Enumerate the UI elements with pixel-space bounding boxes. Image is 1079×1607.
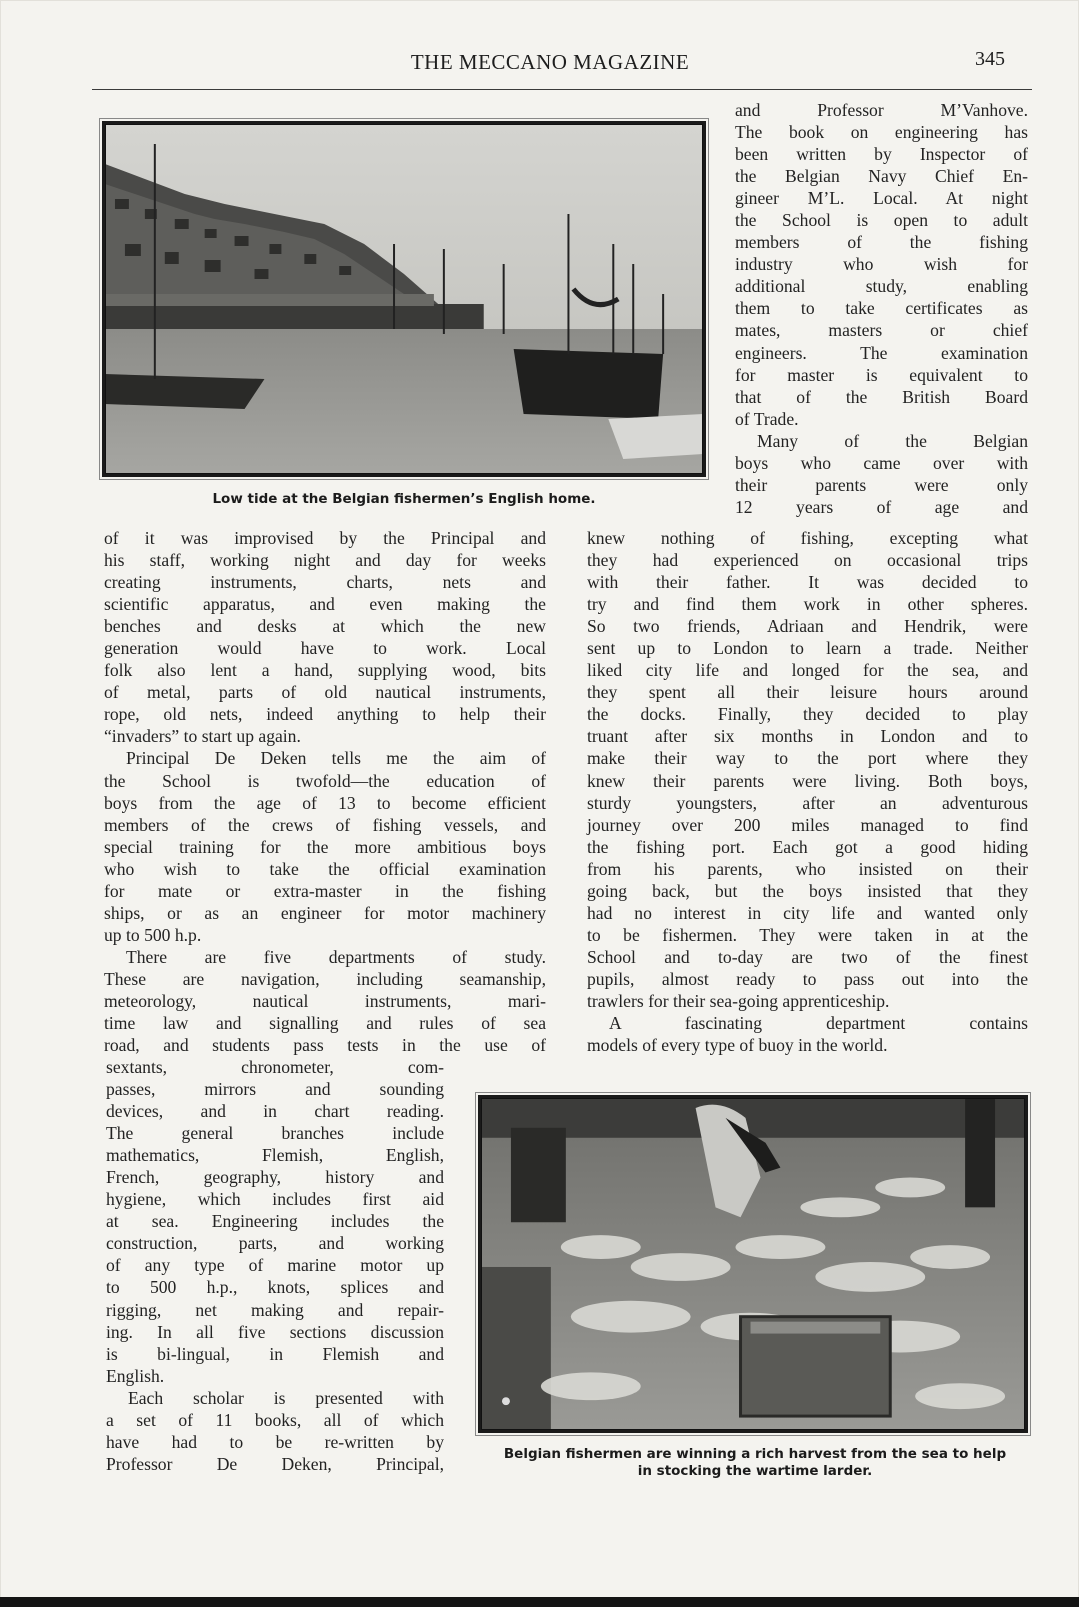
text-line: Professor De Deken, Principal,	[106, 1453, 444, 1474]
text-line: at sea. Engineering includes the	[106, 1211, 444, 1232]
text-line: additional study, enabling	[735, 276, 1028, 297]
text-line: sextants, chronometer, com-	[106, 1057, 444, 1077]
text-line: creating instruments, charts, nets and	[104, 572, 546, 593]
text-line: meteorology, nautical instruments, mari-	[104, 990, 546, 1011]
text-line: rope, old nets, indeed anything to help their	[104, 704, 546, 725]
text-line: the fishing port. Each got a good hiding	[587, 836, 1028, 857]
text-line: make their way to the port where they	[587, 748, 1028, 769]
text-line: The book on engineering has	[735, 122, 1028, 143]
text-line: they had experienced on occasional trips	[587, 550, 1028, 571]
text-line: ships, or as an engineer for motor machinery	[104, 902, 546, 923]
text-line: sent up to London to learn a trade. Neither	[587, 638, 1028, 659]
text-line: sturdy youngsters, after an adventurous	[587, 792, 1028, 813]
text-line: members of the crews of fishing vessels, and	[104, 814, 546, 835]
text-line: the School is twofold—the education of	[104, 770, 546, 791]
text-line: boys who came over with	[735, 452, 1028, 473]
text-line: Each scholar is presented with	[128, 1387, 444, 1408]
text-line: their parents were only	[735, 474, 1028, 495]
text-line: of metal, parts of old nautical instruments,	[104, 682, 546, 703]
text-line: had no interest in city life and wanted only	[587, 902, 1028, 923]
text-line: road, and students pass tests in the use of	[104, 1035, 546, 1056]
text-line: liked city life and longed for the sea, and	[587, 660, 1028, 681]
text-line: journey over 200 miles managed to find	[587, 814, 1028, 835]
text-line: School and to-day are two of the finest	[587, 946, 1028, 967]
text-line: the docks. Finally, they decided to play	[587, 704, 1028, 725]
text-line: “invaders” to start up again.	[104, 726, 301, 747]
text-line: models of every type of buoy in the world.	[587, 1035, 888, 1056]
text-line: The general branches include	[106, 1123, 444, 1144]
text-line: knew nothing of fishing, excepting what	[587, 528, 1028, 548]
text-line: ing. In all five sections discussion	[106, 1321, 444, 1342]
text-line: French, geography, history and	[106, 1167, 444, 1188]
text-line: engineers. The examination	[735, 342, 1028, 363]
text-line: There are five departments of study.	[126, 946, 546, 967]
text-line: up to 500 h.p.	[104, 924, 202, 945]
text-line: to be fishermen. They were taken in at the	[587, 924, 1028, 945]
text-line: that of the British Board	[735, 386, 1028, 407]
text-line: time law and signalling and rules of sea	[104, 1013, 546, 1034]
fish-market-photo	[478, 1095, 1028, 1433]
text-line: 12 years of age and	[735, 496, 1028, 517]
text-line: of any type of marine motor up	[106, 1255, 444, 1276]
text-line: the Belgian Navy Chief En-	[735, 166, 1028, 187]
left-column	[104, 527, 546, 1056]
text-line: devices, and in chart reading.	[106, 1101, 444, 1122]
text-line: A fascinating department contains	[609, 1013, 1028, 1034]
text-line: So two friends, Adriaan and Hendrik, were	[587, 616, 1028, 637]
text-line: benches and desks at which the new	[104, 616, 546, 637]
text-line: industry who wish for	[735, 254, 1028, 275]
text-line: pupils, almost ready to pass out into the	[587, 968, 1028, 989]
text-line: mates, masters or chief	[735, 320, 1028, 341]
text-line: scientific apparatus, and even making the	[104, 594, 546, 615]
text-line: of it was improvised by the Principal and	[104, 528, 546, 548]
text-line: try and find them work in other spheres.	[587, 594, 1028, 615]
text-line: for mate or extra-master in the fishing	[104, 880, 546, 901]
text-line: with their father. It was decided to	[587, 572, 1028, 593]
right-column-top	[735, 99, 1028, 518]
right-column	[587, 527, 1028, 1056]
left-narrow-column	[106, 1056, 444, 1475]
text-line: the School is open to adult	[735, 210, 1028, 231]
text-line: generation would have to work. Local	[104, 638, 546, 659]
text-line: Principal De Deken tells me the aim of	[126, 748, 546, 769]
text-line: These are navigation, including seamanship,	[104, 968, 546, 989]
text-line: from his parents, who insisted on their	[587, 858, 1028, 879]
page-number: 345	[975, 48, 1005, 70]
text-line: hygiene, which includes first aid	[106, 1189, 444, 1210]
harbour-photo-caption: Low tide at the Belgian fishermen’s English home.	[212, 491, 596, 507]
text-line: passes, mirrors and sounding	[106, 1079, 444, 1100]
text-line: construction, parts, and working	[106, 1233, 444, 1254]
text-line: his staff, working night and day for weeks	[104, 550, 546, 571]
text-line: folk also lent a hand, supplying wood, bits	[104, 660, 546, 681]
text-line: special training for the more ambitious boys	[104, 836, 546, 857]
text-line: and Professor M’Vanhove.	[735, 100, 1028, 120]
scan-bottom-edge	[0, 1597, 1079, 1607]
text-line: truant after six months in London and to	[587, 726, 1028, 747]
text-line: for master is equivalent to	[735, 364, 1028, 385]
running-header-title: THE MECCANO MAGAZINE	[410, 50, 690, 74]
fish-market-photo-caption	[470, 1446, 1040, 1480]
text-line: mathematics, Flemish, English,	[106, 1145, 444, 1166]
text-line: they spent all their leisure hours around	[587, 682, 1028, 703]
text-line: a set of 11 books, all of which	[106, 1409, 444, 1430]
text-line: going back, but the boys insisted that they	[587, 880, 1028, 901]
text-line: gineer M’L. Local. At night	[735, 188, 1028, 209]
caption-line: in stocking the wartime larder.	[637, 1463, 873, 1479]
text-line: rigging, net making and repair-	[106, 1299, 444, 1320]
harbour-photo	[102, 121, 706, 477]
text-line: have had to be re-written by	[106, 1431, 444, 1452]
text-line: to 500 h.p., knots, splices and	[106, 1277, 444, 1298]
text-line: boys from the age of 13 to become efficient	[104, 792, 546, 813]
text-line: trawlers for their sea-going apprenticeship.	[587, 990, 890, 1011]
text-line: of Trade.	[735, 408, 799, 429]
text-line: is bi-lingual, in Flemish and	[106, 1343, 444, 1364]
caption-line: Belgian fishermen are winning a rich harvest from the sea to help	[503, 1446, 1007, 1462]
text-line: been written by Inspector of	[735, 144, 1028, 165]
text-line: English.	[106, 1365, 165, 1386]
text-line: Many of the Belgian	[757, 430, 1028, 451]
text-line: knew their parents were living. Both boys,	[587, 770, 1028, 791]
text-line: members of the fishing	[735, 232, 1028, 253]
header-rule	[92, 89, 1032, 90]
text-line: who wish to take the official examination	[104, 858, 546, 879]
text-line: them to take certificates as	[735, 298, 1028, 319]
